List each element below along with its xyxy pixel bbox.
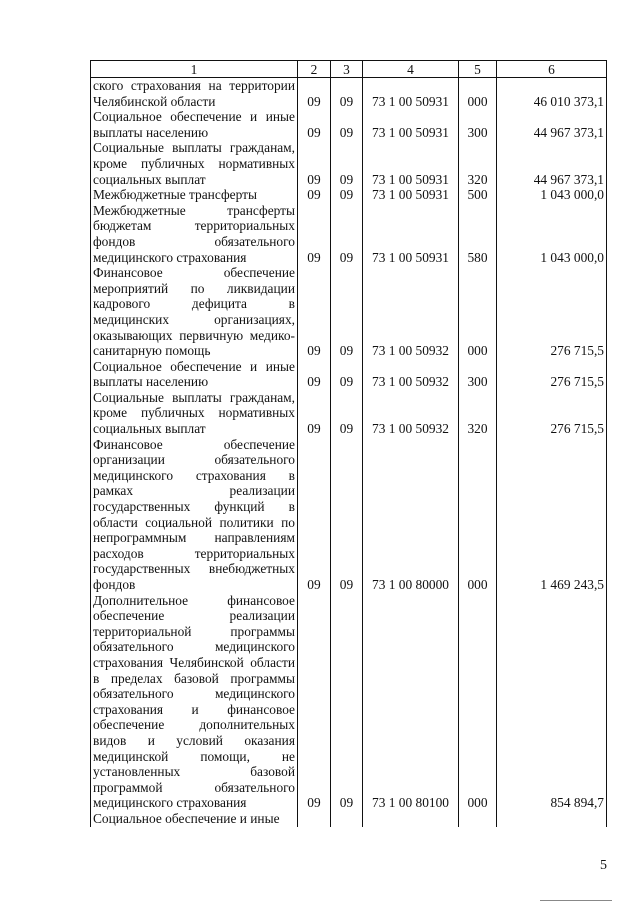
row-subsection: 09 xyxy=(331,359,363,390)
row-subsection xyxy=(331,811,363,827)
row-section xyxy=(298,811,331,827)
table-row xyxy=(91,265,607,359)
table-row xyxy=(91,203,607,265)
row-name: Социальное обеспечение и иные выплаты населению xyxy=(91,109,298,140)
header-col-5: 5 xyxy=(459,61,497,78)
table-row xyxy=(91,187,607,203)
table-row xyxy=(91,437,607,593)
row-name: Дополнительное финансовое обеспечение реализации территориальной программы обязательного медицинского страхования Челябинской области в пределах базовой программы обязательного медицинского страхования и финансовое обеспечение дополнительных видов и условий оказания медицинской помощи, не установленных базовой программой обязательного медицинского страхования xyxy=(91,593,298,811)
row-target-code: 73 1 00 50932 xyxy=(363,265,459,359)
table-row xyxy=(91,359,607,390)
row-subsection: 09 xyxy=(331,187,363,203)
row-subsection: 09 xyxy=(331,78,363,110)
row-name: Социальные выплаты гражданам, кроме публичных нормативных социальных выплат xyxy=(91,390,298,437)
row-amount: 276 715,5 xyxy=(497,265,607,359)
row-target-code: 73 1 00 50931 xyxy=(363,187,459,203)
table-row xyxy=(91,78,607,110)
row-subsection: 09 xyxy=(331,437,363,593)
budget-table xyxy=(90,60,607,827)
table-row xyxy=(91,593,607,811)
row-target-code: 73 1 00 50932 xyxy=(363,359,459,390)
row-section: 09 xyxy=(298,265,331,359)
row-amount: 1 043 000,0 xyxy=(497,203,607,265)
row-section: 09 xyxy=(298,109,331,140)
row-section: 09 xyxy=(298,359,331,390)
row-expense-type: 500 xyxy=(459,187,497,203)
row-expense-type: 300 xyxy=(459,359,497,390)
row-target-code: 73 1 00 50931 xyxy=(363,140,459,187)
row-target-code: 73 1 00 50931 xyxy=(363,78,459,110)
row-subsection: 09 xyxy=(331,265,363,359)
row-subsection: 09 xyxy=(331,109,363,140)
row-amount: 1 043 000,0 xyxy=(497,187,607,203)
row-section: 09 xyxy=(298,437,331,593)
row-section: 09 xyxy=(298,187,331,203)
header-col-3: 3 xyxy=(331,61,363,78)
row-target-code: 73 1 00 80100 xyxy=(363,593,459,811)
row-amount: 44 967 373,1 xyxy=(497,140,607,187)
row-expense-type: 000 xyxy=(459,265,497,359)
row-target-code: 73 1 00 50932 xyxy=(363,390,459,437)
row-amount: 854 894,7 xyxy=(497,593,607,811)
row-expense-type: 000 xyxy=(459,437,497,593)
row-section: 09 xyxy=(298,140,331,187)
row-target-code xyxy=(363,811,459,827)
table-row xyxy=(91,109,607,140)
row-expense-type: 320 xyxy=(459,390,497,437)
table-row xyxy=(91,811,607,827)
row-name: ского страхования на территории Челябинской области xyxy=(91,78,298,110)
row-target-code: 73 1 00 50931 xyxy=(363,203,459,265)
table-row xyxy=(91,140,607,187)
footer-divider xyxy=(540,900,612,901)
row-expense-type: 300 xyxy=(459,109,497,140)
row-expense-type: 000 xyxy=(459,593,497,811)
row-target-code: 73 1 00 80000 xyxy=(363,437,459,593)
row-amount xyxy=(497,811,607,827)
row-name: Финансовое обеспечение мероприятий по ликвидации кадрового дефицита в медицинских организациях, оказывающих первичную медико-санитарную помощь xyxy=(91,265,298,359)
row-section: 09 xyxy=(298,203,331,265)
row-amount: 44 967 373,1 xyxy=(497,109,607,140)
table-header-row xyxy=(91,61,607,78)
row-name: Социальное обеспечение и иные xyxy=(91,811,298,827)
row-name: Финансовое обеспечение организации обязательного медицинского страхования в рамках реализации государственных функций в области социальной политики по непрограммным направлениям расходов территориальных государственных внебюджетных фондов xyxy=(91,437,298,593)
row-subsection: 09 xyxy=(331,203,363,265)
row-section: 09 xyxy=(298,390,331,437)
row-subsection: 09 xyxy=(331,140,363,187)
row-amount: 276 715,5 xyxy=(497,359,607,390)
row-section: 09 xyxy=(298,78,331,110)
header-col-4: 4 xyxy=(363,61,459,78)
header-col-6: 6 xyxy=(497,61,607,78)
row-subsection: 09 xyxy=(331,593,363,811)
row-name: Межбюджетные трансферты бюджетам территориальных фондов обязательного медицинского страхования xyxy=(91,203,298,265)
row-name: Межбюджетные трансферты xyxy=(91,187,298,203)
row-expense-type: 580 xyxy=(459,203,497,265)
table-row xyxy=(91,390,607,437)
row-amount: 46 010 373,1 xyxy=(497,78,607,110)
row-amount: 276 715,5 xyxy=(497,390,607,437)
page-number: 5 xyxy=(600,858,607,873)
row-section: 09 xyxy=(298,593,331,811)
row-expense-type: 320 xyxy=(459,140,497,187)
row-target-code: 73 1 00 50931 xyxy=(363,109,459,140)
row-amount: 1 469 243,5 xyxy=(497,437,607,593)
row-expense-type: 000 xyxy=(459,78,497,110)
row-name: Социальное обеспечение и иные выплаты населению xyxy=(91,359,298,390)
header-col-1: 1 xyxy=(91,61,298,78)
row-expense-type xyxy=(459,811,497,827)
row-name: Социальные выплаты гражданам, кроме публичных нормативных социальных выплат xyxy=(91,140,298,187)
header-col-2: 2 xyxy=(298,61,331,78)
row-subsection: 09 xyxy=(331,390,363,437)
